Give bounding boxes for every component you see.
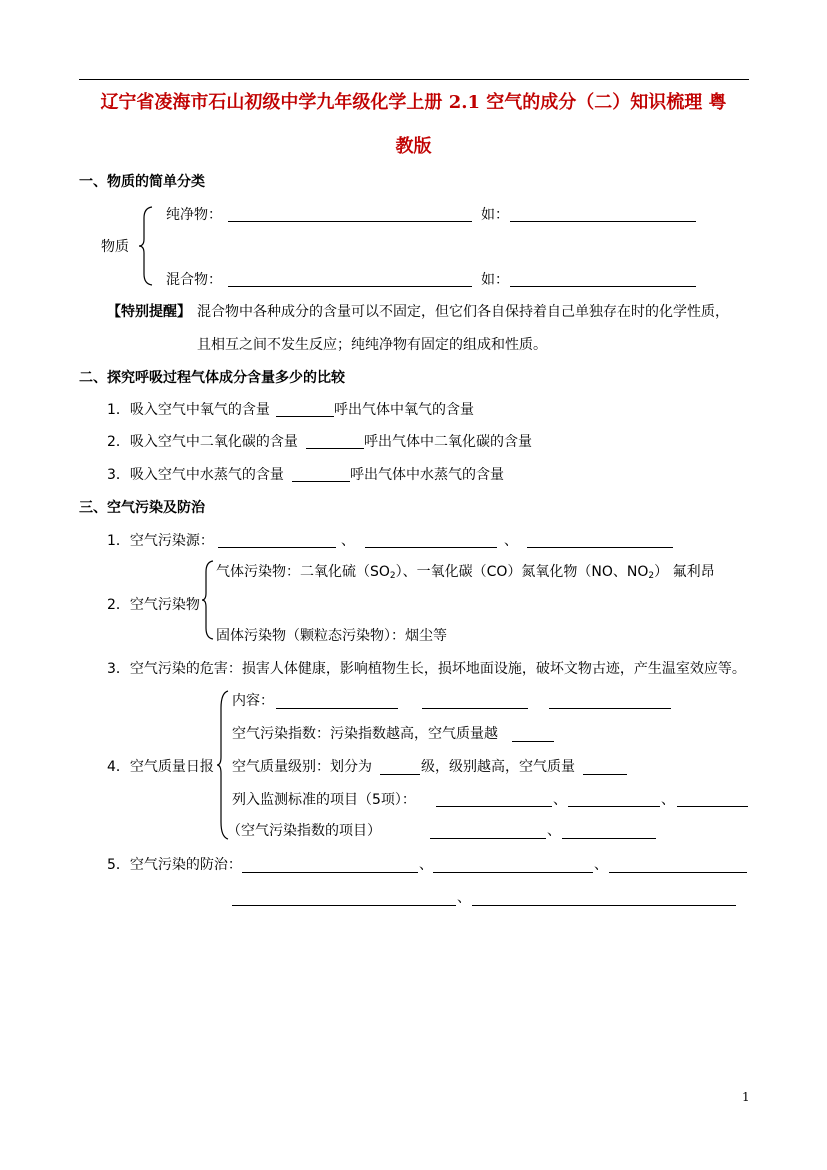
so2-subscript: 2	[389, 571, 396, 581]
pollution-source-blank-3[interactable]	[527, 547, 673, 548]
pollution-index-text: 空气污染指数：污染指数越高，空气质量越	[232, 726, 498, 742]
report-content-blank-2[interactable]	[422, 708, 528, 709]
pure-substance-blank[interactable]	[228, 221, 472, 222]
report-content-blank-1[interactable]	[276, 708, 398, 709]
gas-pollutants-b: ）、一氧化碳（CO）氮氧化物（NO、NO	[395, 564, 649, 580]
classification-brace	[138, 206, 154, 286]
monitor-item-blank-1[interactable]	[436, 806, 552, 807]
mixture-blank[interactable]	[228, 286, 472, 287]
prevention-sep-3: 、	[457, 890, 471, 906]
prevention-sep-2: 、	[594, 857, 608, 873]
pollutants-label: 2．空气污染物	[107, 597, 200, 613]
oxygen-compare-pre: 1．吸入空气中氧气的含量	[107, 402, 270, 418]
pollution-source-sep-2: 、	[504, 533, 518, 549]
gas-pollutants	[216, 563, 715, 585]
monitor-items-sublabel: （空气污染指数的项目）	[227, 823, 381, 839]
special-tip-line2: 且相互之间不发生反应；纯纯净物有固定的组成和性质。	[197, 337, 547, 353]
pollution-source-blank-2[interactable]	[365, 547, 497, 548]
substance-label: 物质	[101, 239, 129, 255]
section1-heading: 一、物质的简单分类	[79, 174, 205, 190]
quality-grade-blank-1[interactable]	[380, 774, 420, 775]
prevention-blank-3[interactable]	[609, 872, 747, 873]
co2-compare-pre: 2．吸入空气中二氧化碳的含量	[107, 434, 298, 450]
oxygen-compare-blank[interactable]	[276, 416, 334, 417]
monitor-item-sep-3: 、	[547, 823, 561, 839]
pure-example-label: 如：	[481, 207, 509, 223]
prevention-blank-2[interactable]	[433, 872, 593, 873]
prevention-sep-1: 、	[419, 857, 433, 873]
prevention-blank-4[interactable]	[232, 905, 456, 906]
oxygen-compare-post: 呼出气体中氧气的含量	[334, 402, 474, 418]
pollution-source-label: 1．空气污染源：	[107, 533, 214, 549]
no2-subscript: 2	[648, 571, 655, 581]
prevention-blank-5[interactable]	[472, 905, 736, 906]
quality-grade-pre: 空气质量级别：划分为	[232, 759, 372, 775]
solid-pollutants: 固体污染物（颗粒态污染物）：烟尘等	[216, 628, 447, 644]
vapor-compare-blank[interactable]	[292, 481, 350, 482]
gas-pollutants-c: ） 氟利昂	[654, 564, 715, 580]
air-quality-report-label: 4．空气质量日报	[107, 759, 214, 775]
air-quality-brace	[216, 690, 230, 840]
monitor-item-blank-3[interactable]	[677, 806, 748, 807]
vapor-compare-post: 呼出气体中水蒸气的含量	[350, 467, 504, 483]
co2-compare-post: 呼出气体中二氧化碳的含量	[364, 434, 532, 450]
mixture-example-label: 如：	[481, 272, 509, 288]
page-number: 1	[742, 1090, 750, 1104]
page-title-line1: 辽宁省凌海市石山初级中学九年级化学上册 2.1 空气的成分（二）知识梳理 粤	[100, 92, 727, 113]
monitor-item-sep-2: 、	[661, 792, 675, 808]
gas-pollutants-a: 气体污染物：二氧化硫（SO	[216, 564, 390, 580]
section2-heading: 二、探究呼吸过程气体成分含量多少的比较	[79, 370, 345, 386]
pollution-source-sep-1: 、	[341, 533, 355, 549]
mixture-label: 混合物：	[166, 272, 222, 288]
mixture-example-blank[interactable]	[510, 286, 696, 287]
page-title-line2: 教版	[395, 136, 432, 157]
monitor-item-blank-4[interactable]	[430, 838, 546, 839]
prevention-blank-1[interactable]	[242, 872, 418, 873]
monitor-item-blank-2[interactable]	[568, 806, 660, 807]
pure-example-blank[interactable]	[510, 221, 696, 222]
monitor-item-blank-5[interactable]	[562, 838, 656, 839]
top-rule	[79, 79, 749, 80]
pollution-index-blank[interactable]	[512, 741, 554, 742]
quality-grade-mid: 级，级别越高，空气质量	[421, 759, 575, 775]
special-tip-label: 【特别提醒】	[107, 304, 191, 320]
pollution-prevention-label: 5．空气污染的防治：	[107, 857, 242, 873]
report-content-label: 内容：	[232, 693, 274, 709]
section3-heading: 三、空气污染及防治	[79, 500, 205, 516]
vapor-compare-pre: 3．吸入空气中水蒸气的含量	[107, 467, 284, 483]
quality-grade-blank-2[interactable]	[583, 774, 627, 775]
monitor-item-sep-1: 、	[553, 792, 567, 808]
special-tip-line1: 混合物中各种成分的含量可以不固定，但它们各自保持着自己单独存在时的化学性质，	[197, 304, 729, 320]
report-content-blank-3[interactable]	[549, 708, 671, 709]
pure-substance-label: 纯净物：	[166, 207, 222, 223]
pollutants-brace	[201, 560, 215, 640]
co2-compare-blank[interactable]	[306, 448, 364, 449]
pollution-hazards: 3．空气污染的危害：损害人体健康，影响植物生长，损坏地面设施，破坏文物古迹，产生温室效应等。	[107, 661, 746, 677]
monitor-items-label: 列入监测标准的项目（5项）：	[232, 792, 416, 808]
pollution-source-blank-1[interactable]	[218, 547, 336, 548]
